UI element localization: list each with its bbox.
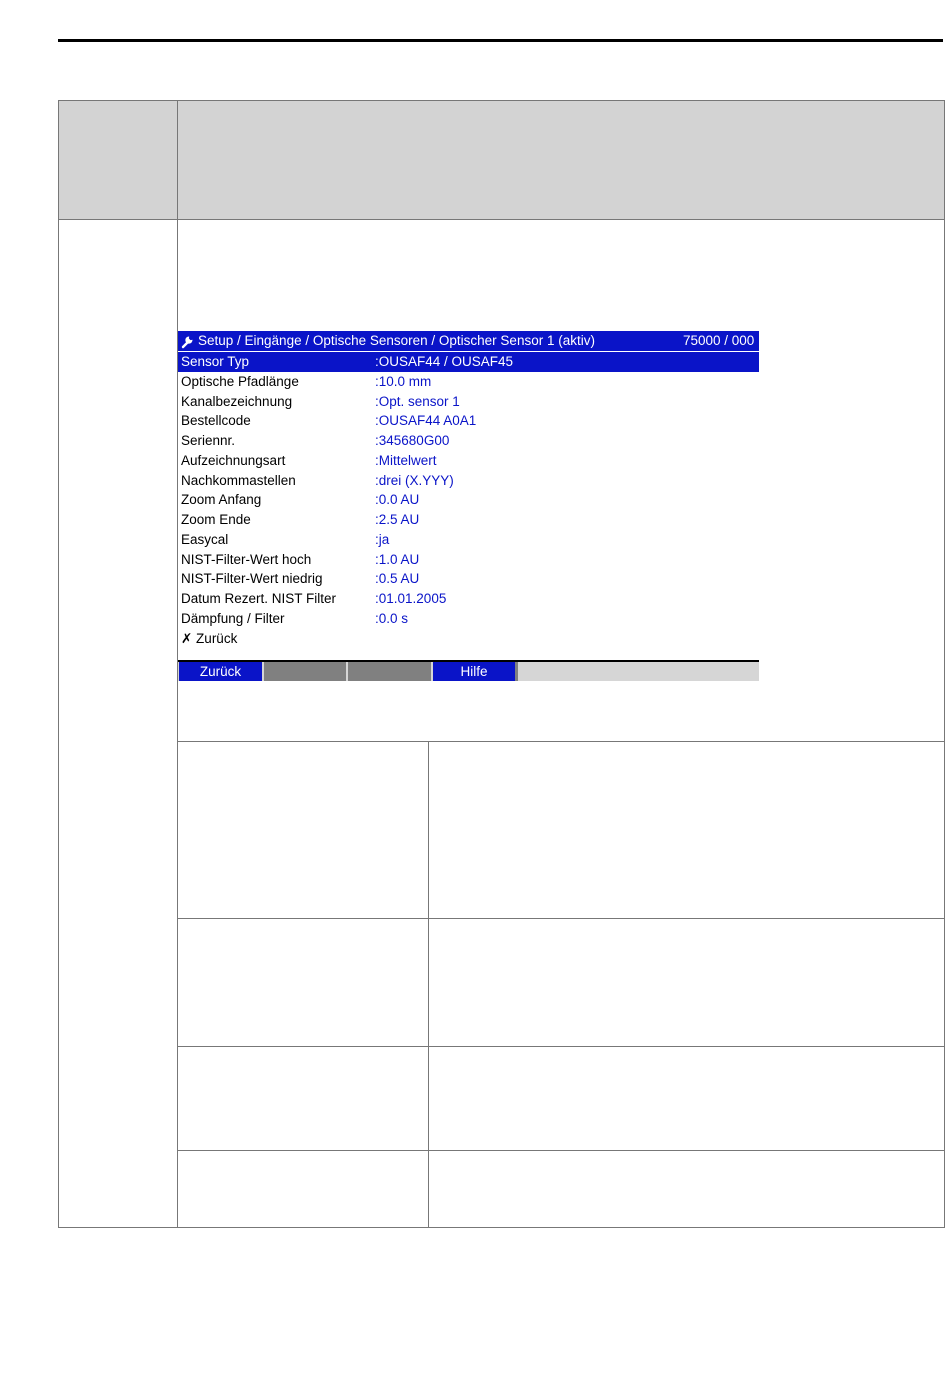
top-rule	[58, 39, 943, 42]
row-label: NIST-Filter-Wert hoch	[181, 551, 312, 567]
screen-title-bar	[178, 331, 759, 351]
subtable-line-2	[177, 918, 945, 919]
row-label: Seriennr.	[181, 433, 236, 448]
row-value: :ja	[375, 531, 390, 547]
row-value: :OUSAF44 / OUSAF45	[375, 354, 514, 369]
menu-row-zoom-ende[interactable]	[178, 510, 759, 530]
menu-row-daempfung[interactable]	[178, 609, 759, 629]
subtable-line-4	[177, 1150, 945, 1151]
softkey-2[interactable]	[264, 662, 346, 681]
table-header-row	[59, 101, 944, 220]
menu-row-sensor-typ[interactable]	[178, 352, 759, 372]
row-value: :Mittelwert	[375, 452, 437, 468]
row-value: :Opt. sensor 1	[375, 393, 460, 409]
screen-code: 75000 / 000	[683, 333, 755, 348]
row-value: :0.0 AU	[375, 492, 420, 508]
subtable-column-divider	[428, 741, 429, 1227]
back-label: ✗ Zurück	[181, 630, 238, 646]
menu-row-pfadlaenge[interactable]	[178, 372, 759, 392]
row-label: Easycal	[181, 531, 229, 547]
row-label: Optische Pfadlänge	[181, 373, 299, 389]
row-label: Zoom Ende	[181, 512, 251, 527]
row-value: :01.01.2005	[375, 591, 447, 606]
wrench-icon	[180, 331, 196, 351]
row-value: :345680G00	[375, 433, 450, 448]
row-value: :0.0 s	[375, 610, 409, 626]
menu-row-seriennr[interactable]	[178, 431, 759, 451]
row-value: :1.0 AU	[375, 551, 420, 567]
row-label: Kanalbezeichnung	[181, 393, 293, 409]
row-label: Nachkommastellen	[181, 472, 296, 488]
menu-row-aufzeichnungsart[interactable]	[178, 451, 759, 471]
softkey-zurueck[interactable]: Zurück	[179, 662, 262, 681]
row-label: Dämpfung / Filter	[181, 610, 285, 626]
softkey-bar	[178, 660, 759, 681]
row-value: :OUSAF44 A0A1	[375, 413, 477, 429]
row-label: Aufzeichnungsart	[181, 452, 286, 468]
menu-row-zoom-anfang[interactable]	[178, 490, 759, 510]
menu-row-nist-niedrig[interactable]	[178, 569, 759, 589]
row-label: Sensor Typ	[181, 354, 250, 369]
menu-list	[178, 352, 759, 648]
menu-row-kanalbezeichnung[interactable]	[178, 392, 759, 412]
subtable-top-line	[177, 741, 945, 742]
menu-row-nachkommastellen[interactable]	[178, 471, 759, 491]
row-value: :2.5 AU	[375, 512, 420, 527]
row-value: :10.0 mm	[375, 373, 432, 389]
row-label: Datum Rezert. NIST Filter	[181, 591, 337, 606]
screen-breadcrumb: Setup / Eingänge / Optische Sensoren / Optischer Sensor 1 (aktiv)	[198, 333, 595, 348]
softkey-hilfe[interactable]: Hilfe	[433, 662, 515, 681]
subtable-line-3	[177, 1046, 945, 1047]
header-divider	[177, 101, 178, 219]
menu-row-easycal[interactable]	[178, 530, 759, 550]
row-value: :drei (X.YYY)	[375, 472, 454, 488]
menu-row-bestellcode[interactable]	[178, 411, 759, 431]
menu-row-datum-rezert[interactable]	[178, 589, 759, 609]
row-value: :0.5 AU	[375, 571, 420, 587]
device-screen	[178, 331, 759, 681]
row-label: Zoom Anfang	[181, 492, 262, 508]
softkey-3[interactable]	[348, 662, 431, 681]
row-label: Bestellcode	[181, 413, 251, 429]
menu-row-zurueck[interactable]	[178, 629, 759, 649]
softkey-edge	[515, 662, 518, 681]
menu-row-nist-hoch[interactable]	[178, 550, 759, 570]
row-label: NIST-Filter-Wert niedrig	[181, 571, 323, 587]
